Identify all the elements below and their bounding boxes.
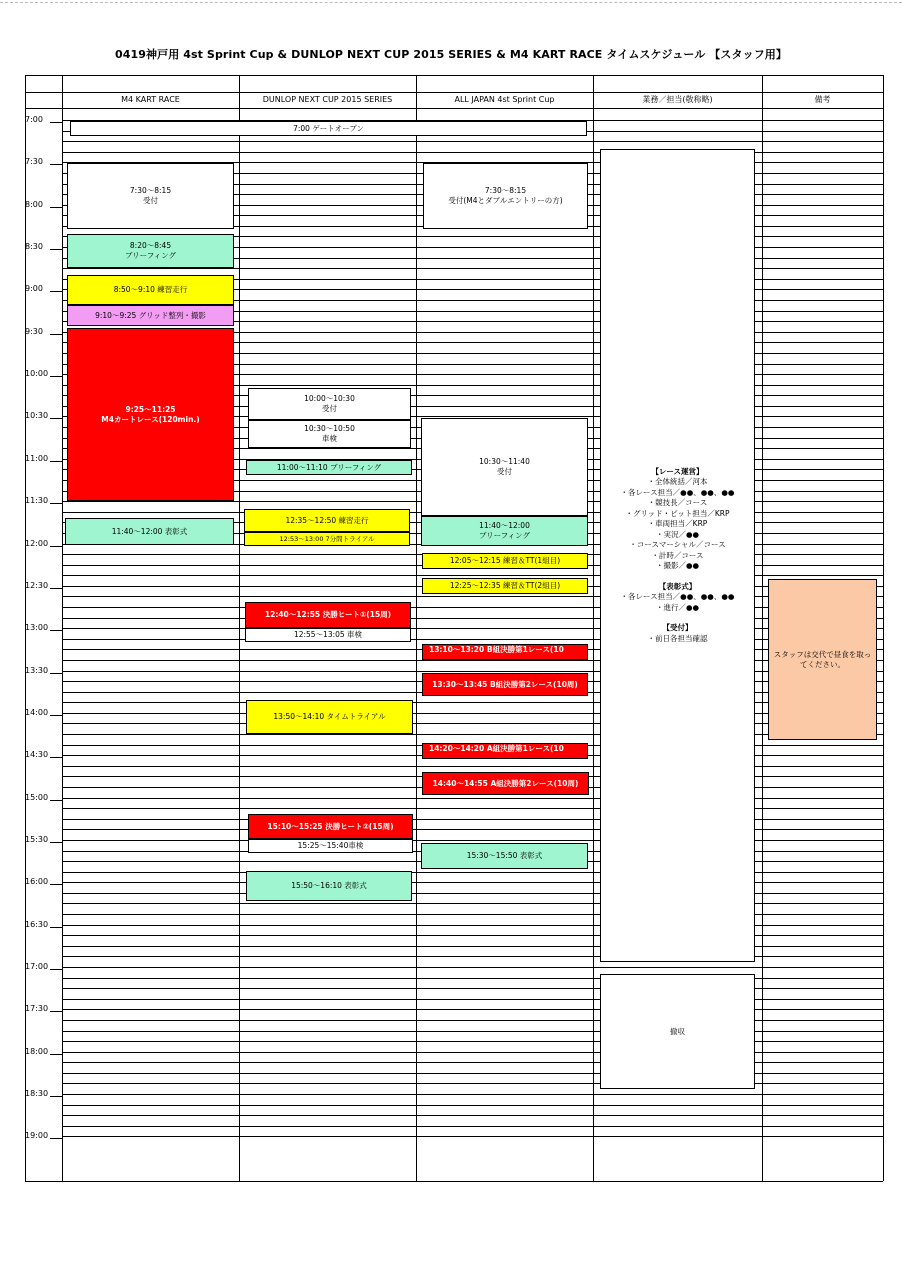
time-label: 16:00: [25, 877, 49, 886]
dunlop-practice-block: [244, 509, 410, 532]
alljapan-b-race1-block: [422, 644, 588, 660]
grid-row-line: [62, 999, 883, 1000]
dunlop-timetrial-block: [246, 700, 413, 734]
grid-row-line: [62, 1031, 883, 1032]
dunlop-briefing-label: 11:00～11:10 ブリーフィング: [276, 462, 382, 472]
dunlop-reception-label: 受付: [322, 404, 337, 413]
time-tick: [50, 122, 62, 123]
dunlop-heat1-inspection-block: [245, 628, 411, 642]
grid-row-line: [62, 1105, 883, 1106]
time-label: 13:30: [25, 666, 49, 675]
grid-bottom-border: [25, 1181, 883, 1182]
grid-row-line: [62, 935, 883, 936]
alljapan-b-race2-label: 13:30～13:45 B組決勝第2レース(10周): [432, 679, 578, 689]
alljapan-practice2-label: 12:25～12:35 練習＆TT(2組目): [449, 581, 561, 590]
staff-ops-item: ・グリッド・ピット担当／KRP: [625, 508, 730, 518]
dunlop-heat1-label: 12:40～12:55 決勝ヒート①(15周): [264, 610, 392, 619]
alljapan-practice1-label: 12:05～12:15 練習＆TT(1組目): [449, 556, 561, 565]
grid-row-line: [62, 1062, 883, 1063]
m4-grid-label: 9:10～9:25 グリッド整列・撮影: [95, 310, 206, 320]
staff-ops-heading: 【レース運営】: [651, 466, 704, 476]
staff-duties-block: [600, 149, 755, 962]
alljapan-b-race2-block: [422, 673, 588, 696]
gate-open-label: 7:00 ゲートオープン: [293, 123, 364, 133]
time-label: 17:00: [25, 962, 49, 971]
dunlop-timetrial-label: 13:50～14:10 タイムトライアル: [273, 712, 386, 721]
grid-row-line: [62, 903, 883, 904]
dunlop-reception-block: [248, 388, 411, 420]
time-tick: [50, 884, 62, 885]
time-label: 14:30: [25, 750, 49, 759]
time-label: 9:00: [25, 284, 43, 293]
staff-ops-item: ・コースマーシャル／コース: [629, 540, 726, 550]
m4-race-time: 9:25～11:25: [125, 405, 176, 414]
dunlop-heat1-block: [245, 602, 411, 628]
grid-row-line: [62, 723, 883, 724]
grid-row-line: [62, 152, 883, 153]
m4-practice-block: [67, 275, 234, 305]
alljapan-briefing-label: ブリーフィング: [478, 531, 531, 540]
grid-row-line: [62, 141, 883, 142]
time-label: 19:00: [25, 1131, 49, 1140]
dunlop-inspection-time: 10:30～10:50: [304, 424, 355, 433]
staff-ops-item: ・各レース担当／●●、●●、●●: [620, 487, 735, 497]
column-header-notes: 備考: [814, 95, 831, 104]
time-tick: [50, 715, 62, 716]
time-tick: [50, 164, 62, 165]
time-tick: [50, 1138, 62, 1139]
grid-row-line: [62, 882, 883, 883]
time-label: 18:00: [25, 1047, 49, 1056]
time-tick: [50, 757, 62, 758]
time-label: 18:30: [25, 1089, 49, 1098]
time-tick: [50, 927, 62, 928]
time-label: 7:30: [25, 157, 43, 166]
dunlop-inspection-block: [248, 420, 411, 448]
time-tick: [50, 249, 62, 250]
grid-row-line: [62, 893, 883, 894]
grid-row-line: [62, 596, 883, 597]
staff-ops-item: ・実況／●●: [655, 529, 700, 539]
grid-row-line: [62, 967, 883, 968]
m4-award-label: 11:40～12:00 表彰式: [111, 526, 188, 536]
alljapan-reception-time: 7:30～8:15: [484, 186, 527, 195]
time-tick: [50, 588, 62, 589]
time-label: 15:30: [25, 835, 49, 844]
dunlop-reception-time: 10:00～10:30: [304, 394, 355, 403]
time-tick: [50, 503, 62, 504]
grid-row-line: [62, 607, 883, 608]
grid-row-line: [62, 575, 883, 576]
grid-row-line: [62, 702, 883, 703]
grid-row-line: [62, 988, 883, 989]
grid-row-line: [62, 628, 883, 629]
time-tick: [50, 207, 62, 208]
grid-row-line: [62, 1052, 883, 1053]
time-tick: [50, 546, 62, 547]
dunlop-award-label: 15:50～16:10 表彰式: [291, 881, 367, 890]
time-tick: [50, 842, 62, 843]
dunlop-heat1-inspection-label: 12:55～13:05 車検: [293, 630, 363, 639]
grid-row-line: [62, 946, 883, 947]
teardown-block: [600, 974, 755, 1089]
grid-top-border: [25, 75, 883, 76]
m4-practice-label: 8:50～9:10 練習走行: [113, 285, 188, 294]
m4-briefing-time: 8:20～8:45: [129, 241, 172, 250]
lunch-note-block: [768, 579, 877, 740]
m4-award-block: [65, 518, 234, 545]
document-title: 0419神戸用 4st Sprint Cup & DUNLOP NEXT CUP 2015 SERIES & M4 KART RACE タイムスケジュール 【スタッフ用】: [115, 48, 787, 61]
alljapan-a-race1-label: 14:20～14:20 A組決勝第1レース(10: [429, 744, 564, 753]
grid-row-line: [62, 268, 883, 269]
m4-grid-block: [67, 305, 234, 326]
time-label: 15:00: [25, 793, 49, 802]
time-label: 8:30: [25, 242, 43, 251]
staff-ops-item: ・撮影／●●: [655, 561, 700, 571]
time-label: 9:30: [25, 327, 43, 336]
alljapan-practice2-block: [422, 578, 588, 594]
time-label: 12:00: [25, 539, 49, 548]
column-header-alljapan: ALL JAPAN 4st Sprint Cup: [454, 95, 555, 104]
column-header-staff: 業務／担当(敬称略): [642, 95, 713, 104]
dunlop-7min-block: [244, 532, 410, 546]
column-header-m4: M4 KART RACE: [121, 95, 180, 104]
time-label: 8:00: [25, 200, 43, 209]
time-label: 10:30: [25, 411, 49, 420]
time-label: 12:30: [25, 581, 49, 590]
grid-row-line: [62, 766, 883, 767]
grid-row-line: [62, 1094, 883, 1095]
time-label: 10:00: [25, 369, 49, 378]
column-header-dunlop: DUNLOP NEXT CUP 2015 SERIES: [262, 95, 393, 104]
dunlop-briefing-block: [246, 460, 412, 475]
staff-ops-item: ・車両担当／KRP: [647, 519, 708, 529]
grid-row-line: [62, 840, 883, 841]
time-label: 13:00: [25, 623, 49, 632]
alljapan-award-label: 15:30～15:50 表彰式: [466, 851, 543, 860]
grid-row-line: [62, 978, 883, 979]
time-label: 16:30: [25, 920, 49, 929]
alljapan-reception-label: 受付(M4とダブルエントリーの方): [448, 196, 563, 205]
alljapan-a-race2-label: 14:40～14:55 A組決勝第2レース(10周): [432, 778, 579, 788]
grid-row-line: [62, 925, 883, 926]
alljapan-b-race1-label: 13:10～13:20 B組決勝第1レース(10: [429, 645, 564, 654]
m4-reception-label: 受付: [143, 196, 158, 205]
time-label: 17:30: [25, 1004, 49, 1013]
time-tick: [50, 1096, 62, 1097]
time-tick: [50, 291, 62, 292]
m4-race-label: M4カートレース(120min.): [101, 415, 200, 424]
dunlop-7min-label: 12:53～13:00 7分間トライアル: [279, 535, 375, 543]
time-tick: [50, 334, 62, 335]
grid-row-line: [62, 671, 883, 672]
grid-row-line: [62, 798, 883, 799]
grid-row-line: [62, 734, 883, 735]
time-tick: [50, 376, 62, 377]
grid-row-line: [62, 660, 883, 661]
grid-row-line: [62, 914, 883, 915]
time-tick: [50, 461, 62, 462]
staff-award-item: ・各レース担当／●●、●●、●●: [620, 592, 735, 602]
dunlop-practice-label: 12:35～12:50 練習走行: [285, 515, 369, 525]
time-tick: [50, 800, 62, 801]
alljapan-briefing-block: [421, 516, 588, 546]
grid-row-line: [62, 956, 883, 957]
grid-row-line: [62, 618, 883, 619]
staff-reception-item: ・前日各担当確認: [647, 633, 708, 643]
dunlop-heat2-inspection-block: [248, 839, 413, 853]
alljapan-reception-block: [423, 163, 588, 229]
staff-ops-item: ・計時／コース: [651, 550, 704, 560]
time-tick: [50, 969, 62, 970]
staff-ops-item: ・全体統括／河本: [647, 477, 708, 487]
grid-row-line: [62, 713, 883, 714]
alljapan-practice1-block: [422, 553, 588, 569]
grid-row-line: [62, 1136, 883, 1137]
gate-open-bar: [70, 121, 587, 136]
time-label: 11:00: [25, 454, 49, 463]
dunlop-inspection-label: 車検: [322, 434, 337, 443]
alljapan-reception2-time: 10:30～11:40: [479, 457, 530, 466]
grid-row-line: [62, 829, 883, 830]
time-tick: [50, 418, 62, 419]
grid-row-line: [62, 1073, 883, 1074]
staff-ops-item: ・競技長／コース: [647, 498, 708, 508]
grid-row-line: [62, 1115, 883, 1116]
alljapan-reception2-label: 受付: [497, 467, 512, 476]
grid-row-line: [62, 1126, 883, 1127]
grid-right-border: [883, 75, 884, 1181]
m4-race-block: [67, 328, 234, 501]
grid-row-line: [62, 1041, 883, 1042]
alljapan-a-race2-block: [422, 772, 589, 795]
m4-reception-time: 7:30～8:15: [129, 186, 172, 195]
header-line: [25, 108, 883, 109]
m4-reception-block: [67, 163, 234, 229]
grid-row-line: [62, 639, 883, 640]
time-label: 11:30: [25, 496, 49, 505]
time-tick: [50, 673, 62, 674]
grid-row-line: [62, 1020, 883, 1021]
time-tick: [50, 1054, 62, 1055]
grid-row-line: [62, 1009, 883, 1010]
staff-reception-heading: 【受付】: [662, 623, 693, 633]
alljapan-reception2-block: [421, 418, 588, 516]
time-label: 7:00: [25, 115, 43, 124]
m4-briefing-label: ブリーフィング: [124, 251, 177, 260]
alljapan-briefing-time: 11:40～12:00: [479, 521, 530, 530]
lunch-note-label: スタッフは交代で昼食を取ってください。: [773, 649, 872, 669]
grid-row-line: [62, 819, 883, 820]
staff-award-heading: 【表彰式】: [658, 581, 697, 591]
dunlop-heat2-label: 15:10～15:25 決勝ヒート②(15周): [267, 821, 394, 831]
dunlop-award-block: [246, 871, 412, 901]
staff-award-item: ・進行／●●: [655, 602, 700, 612]
time-label: 14:00: [25, 708, 49, 717]
dunlop-heat2-block: [248, 814, 413, 839]
time-tick: [50, 630, 62, 631]
alljapan-a-race1-block: [422, 743, 588, 759]
teardown-label: 撤収: [670, 1026, 685, 1036]
grid-row-line: [62, 872, 883, 873]
grid-row-line: [62, 808, 883, 809]
dunlop-heat2-inspection-label: 15:25～15:40車検: [297, 841, 364, 850]
alljapan-award-block: [421, 843, 588, 869]
grid-row-line: [62, 1083, 883, 1084]
time-tick: [50, 1011, 62, 1012]
m4-briefing-block: [67, 234, 234, 268]
